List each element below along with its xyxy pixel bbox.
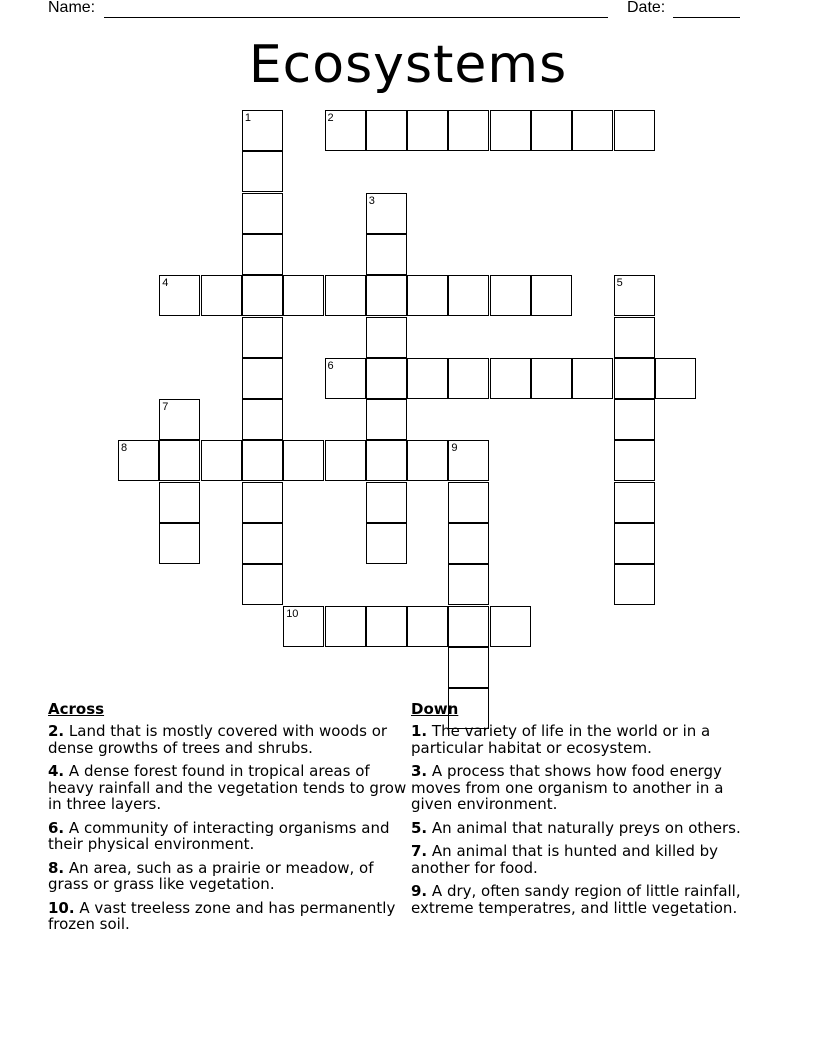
grid-cell[interactable] — [448, 358, 489, 399]
clue-down-1 — [411, 723, 756, 756]
grid-cell[interactable] — [242, 275, 283, 316]
grid-cell[interactable] — [366, 482, 407, 523]
page-title: Ecosystems — [248, 35, 568, 95]
grid-cell[interactable] — [325, 358, 366, 399]
clue-number: 7. — [411, 842, 428, 860]
cell-number: 1 — [244, 112, 252, 124]
clue-text: A vast treeless zone and has permanently frozen soil. — [48, 898, 396, 933]
grid-cell[interactable] — [614, 358, 655, 399]
clue-number: 4. — [48, 762, 65, 780]
down-heading: Down — [411, 700, 459, 718]
grid-cell[interactable] — [531, 275, 572, 316]
grid-cell[interactable] — [325, 275, 366, 316]
grid-cell[interactable] — [614, 440, 655, 481]
grid-cell[interactable] — [242, 399, 283, 440]
clue-number: 8. — [48, 858, 65, 877]
grid-cell[interactable] — [283, 440, 324, 481]
grid-cell[interactable] — [407, 275, 448, 316]
clue-text: The variety of life in the world or in a particular habitat or ecosystem. — [411, 722, 711, 757]
grid-cell[interactable] — [366, 317, 407, 358]
grid-cell[interactable] — [159, 399, 200, 440]
grid-cell[interactable] — [614, 482, 655, 523]
grid-cell[interactable] — [242, 110, 283, 151]
grid-cell[interactable] — [490, 110, 531, 151]
cell-number: 5 — [616, 277, 623, 290]
cell-number: 10 — [286, 607, 299, 620]
grid-cell[interactable] — [366, 399, 407, 440]
clue-down-7 — [411, 843, 756, 876]
grid-cell[interactable] — [366, 193, 407, 234]
cell-number: 7 — [162, 401, 169, 414]
grid-cell[interactable] — [407, 440, 448, 481]
grid-cell[interactable] — [242, 234, 283, 275]
grid-cell[interactable] — [614, 399, 655, 440]
grid-cell[interactable] — [366, 234, 407, 275]
clue-text: A community of interacting organisms and their physical environment. — [48, 818, 390, 853]
clue-text: A dense forest found in tropical areas of heavy rainfall and the vegetation tends to grow in three layers. — [48, 762, 407, 813]
grid-cell[interactable] — [614, 523, 655, 564]
grid-cell[interactable] — [159, 523, 200, 564]
cell-number: 8 — [121, 442, 128, 455]
clue-across-4 — [48, 763, 408, 813]
cell-number: 2 — [327, 112, 334, 124]
grid-cell[interactable] — [448, 110, 489, 151]
grid-cell[interactable] — [614, 317, 655, 358]
clue-number: 2. — [48, 722, 65, 740]
clue-down-5 — [411, 820, 756, 837]
name-label: Name: — [48, 0, 96, 16]
across-clues — [48, 700, 408, 940]
grid-cell[interactable] — [159, 275, 200, 316]
cell-number: 3 — [368, 194, 375, 207]
date-label: Date: — [627, 0, 666, 16]
clue-down-9 — [411, 883, 756, 916]
clue-text: An animal that is hunted and killed by another for food. — [411, 842, 719, 877]
clue-across-6 — [48, 820, 408, 853]
clue-text: A dry, often sandy region of little rainfall, extreme temperatres, and little vegetation. — [411, 882, 741, 917]
grid-cell[interactable] — [325, 606, 366, 647]
cell-number: 4 — [162, 277, 169, 290]
clue-text: A process that shows how food energy moves from one organism to another in a given environment. — [411, 762, 724, 813]
grid-cell[interactable] — [242, 440, 283, 481]
grid-cell[interactable] — [407, 110, 448, 151]
clue-number: 6. — [48, 818, 65, 837]
grid-cell[interactable] — [448, 440, 489, 481]
grid-cell[interactable] — [531, 358, 572, 399]
grid-cell[interactable] — [448, 482, 489, 523]
grid-cell[interactable] — [614, 110, 655, 151]
grid-cell[interactable] — [407, 358, 448, 399]
grid-cell[interactable] — [242, 564, 283, 605]
grid-cell[interactable] — [407, 606, 448, 647]
clue-number: 5. — [411, 818, 428, 837]
grid-cell[interactable] — [159, 482, 200, 523]
grid-cell[interactable] — [490, 358, 531, 399]
grid-cell[interactable] — [490, 275, 531, 316]
grid-cell[interactable] — [201, 275, 242, 316]
grid-cell[interactable] — [283, 275, 324, 316]
clue-text: An animal that naturally preys on others. — [431, 818, 741, 837]
grid-cell[interactable] — [531, 110, 572, 151]
grid-cell[interactable] — [448, 275, 489, 316]
grid-cell[interactable] — [242, 151, 283, 192]
grid-cell[interactable] — [614, 275, 655, 316]
clue-number: 1. — [411, 722, 428, 740]
grid-cell[interactable] — [242, 193, 283, 234]
grid-cell[interactable] — [366, 110, 407, 151]
clue-number: 9. — [411, 882, 428, 900]
grid-cell[interactable] — [448, 647, 489, 688]
grid-cell[interactable] — [325, 440, 366, 481]
grid-cell[interactable] — [242, 317, 283, 358]
grid-cell[interactable] — [572, 110, 613, 151]
grid-cell[interactable] — [325, 110, 366, 151]
grid-cell[interactable] — [242, 482, 283, 523]
grid-cell[interactable] — [366, 606, 407, 647]
clue-across-2 — [48, 723, 408, 756]
grid-cell[interactable] — [572, 358, 613, 399]
grid-cell[interactable] — [366, 275, 407, 316]
grid-cell[interactable] — [242, 358, 283, 399]
clue-across-8 — [48, 860, 408, 893]
clue-text: An area, such as a prairie or meadow, of grass or grass like vegetation. — [48, 858, 374, 893]
grid-cell[interactable] — [283, 606, 324, 647]
cell-number: 9 — [451, 442, 458, 455]
grid-cell[interactable] — [655, 358, 696, 399]
grid-cell[interactable] — [366, 440, 407, 481]
grid-cell[interactable] — [490, 606, 531, 647]
cell-number: 6 — [327, 359, 334, 372]
grid-cell[interactable] — [201, 440, 242, 481]
grid-cell[interactable] — [614, 564, 655, 605]
grid-cell[interactable] — [366, 523, 407, 564]
grid-cell[interactable] — [366, 358, 407, 399]
grid-cell[interactable] — [448, 564, 489, 605]
grid-cell[interactable] — [159, 440, 200, 481]
across-heading: Across — [48, 700, 105, 718]
grid-cell[interactable] — [448, 606, 489, 647]
grid-cell[interactable] — [242, 523, 283, 564]
grid-cell[interactable] — [118, 440, 159, 481]
clue-number: 10. — [48, 898, 75, 917]
down-clues — [411, 700, 756, 923]
clue-text: Land that is mostly covered with woods or dense growths of trees and shrubs. — [48, 722, 388, 757]
clue-number: 3. — [411, 762, 428, 780]
clue-across-10 — [48, 900, 408, 933]
clue-down-3 — [411, 763, 756, 813]
grid-cell[interactable] — [448, 523, 489, 564]
